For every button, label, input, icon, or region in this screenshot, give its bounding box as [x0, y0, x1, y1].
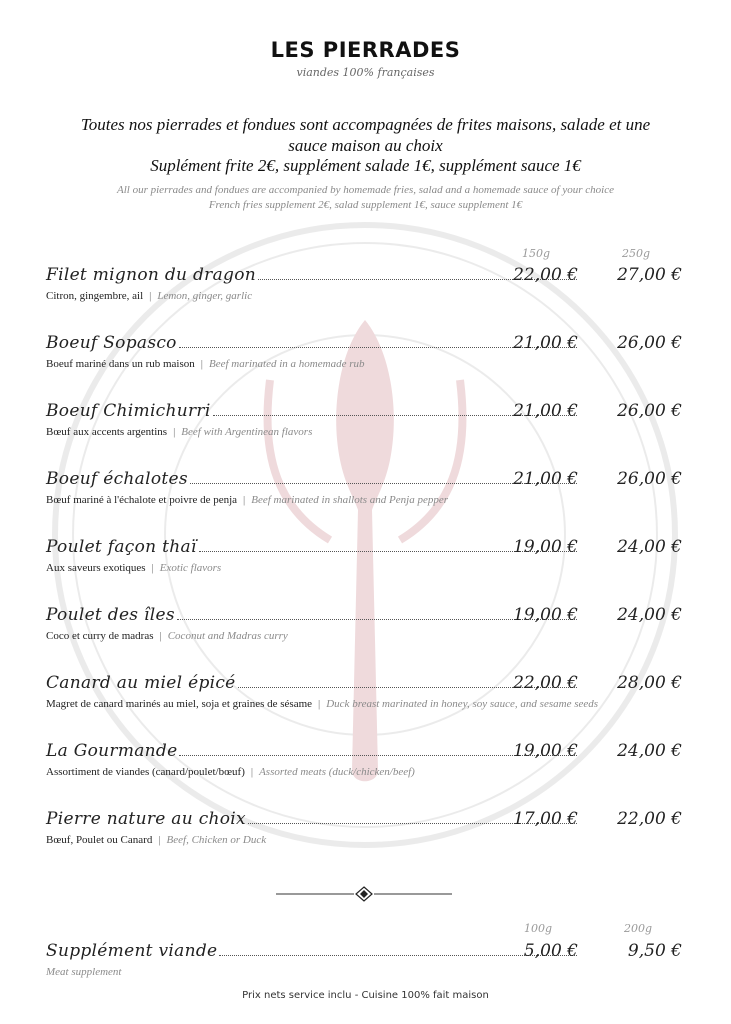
size-header-small: 150g [522, 247, 551, 260]
description-en: Assorted meats (duck/chicken/beef) [259, 766, 415, 778]
dish-name: Poulet façon thaï [46, 537, 197, 557]
price-small: 22,00 € [513, 673, 578, 693]
dish-name: La Gourmande [46, 741, 178, 761]
price-small: 22,00 € [513, 265, 578, 285]
price-large: 24,00 € [617, 537, 682, 557]
price-large: 26,00 € [617, 333, 682, 353]
menu-item [46, 333, 686, 381]
price-small: 17,00 € [513, 809, 578, 829]
description-en: Exotic flavors [159, 562, 222, 574]
description-en: Beef with Argentinean flavors [181, 426, 313, 438]
supplement-price-large: 9,50 € [627, 941, 682, 961]
menu-item [46, 469, 686, 517]
separator: | [149, 290, 152, 302]
separator: | [151, 562, 154, 574]
description-fr: Magret de canard marinés au miel, soja et graines de sésame [46, 698, 313, 710]
diamond-divider [276, 886, 452, 902]
menu-item [46, 401, 686, 449]
price-large: 24,00 € [617, 741, 682, 761]
price-large: 28,00 € [617, 673, 682, 693]
dish-name: Boeuf échalotes [46, 469, 188, 489]
description-en: Meat supplement [46, 966, 122, 978]
intro-en-line2: French fries supplement 2€, salad supplement 1€, sauce supplement 1€ [208, 199, 523, 211]
description-en: Duck breast marinated in honey, soy sauce, and sesame seeds [326, 698, 599, 710]
price-small: 21,00 € [513, 333, 578, 353]
intro-fr-line1: Toutes nos pierrades et fondues sont accompagnées de frites maisons, salade et une [80, 115, 651, 134]
description-fr: Boeuf mariné dans un rub maison [46, 358, 195, 370]
menu-item [46, 605, 686, 653]
dish-description [46, 494, 448, 506]
price-large: 26,00 € [617, 469, 682, 489]
menu-item [46, 673, 686, 721]
description-fr: Aux saveurs exotiques [46, 562, 146, 574]
price-small: 19,00 € [513, 605, 578, 625]
dish-name: Boeuf Sopasco [46, 333, 177, 353]
description-fr: Assortiment de viandes (canard/poulet/bœuf) [46, 766, 245, 778]
supplement-size-small: 100g [524, 922, 553, 935]
description-en: Coconut and Madras curry [167, 630, 288, 642]
dish-description [46, 290, 252, 302]
separator: | [250, 766, 254, 778]
menu-item [46, 809, 686, 857]
price-small: 19,00 € [513, 741, 578, 761]
separator: | [158, 834, 161, 846]
dish-description [46, 698, 598, 710]
dish-description [46, 426, 312, 438]
supplement-price-small: 5,00 € [523, 941, 578, 961]
dish-description [46, 766, 415, 778]
menu-subtitle: viandes 100% françaises [296, 66, 435, 79]
description-fr: Bœuf mariné à l'échalote et poivre de penja [46, 494, 238, 506]
dish-description [46, 630, 288, 642]
dish-name: Canard au miel épicé [46, 673, 236, 693]
price-large: 22,00 € [617, 809, 682, 829]
intro-fr-line2: sauce maison au choix [288, 136, 443, 155]
dish-name: Pierre nature au choix [46, 809, 246, 829]
price-small: 19,00 € [513, 537, 578, 557]
supplement-size-large: 200g [624, 922, 653, 935]
description-en: Beef, Chicken or Duck [166, 834, 267, 846]
dish-description [46, 834, 266, 846]
description-en: Beef marinated in a homemade rub [208, 358, 365, 370]
description-fr: Bœuf, Poulet ou Canard [46, 834, 153, 846]
size-header-large: 250g [622, 247, 651, 260]
supplement-description [46, 966, 121, 978]
description-fr: Coco et curry de madras [46, 630, 154, 642]
menu-item [46, 537, 686, 585]
price-large: 24,00 € [617, 605, 682, 625]
dish-name: Poulet des îles [46, 605, 175, 625]
price-small: 21,00 € [513, 401, 578, 421]
menu-title: LES PIERRADES [270, 38, 461, 62]
separator: | [318, 698, 321, 710]
description-en: Beef marinated in shallots and Penja pepper [251, 494, 448, 506]
supplement-item [46, 941, 686, 989]
menu-item [46, 265, 686, 313]
price-small: 21,00 € [513, 469, 578, 489]
separator: | [173, 426, 176, 438]
supplement-name: Supplément viande [46, 941, 218, 961]
description-en: Lemon, ginger, garlic [157, 290, 253, 302]
dish-name: Filet mignon du dragon [46, 265, 256, 285]
separator: | [159, 630, 162, 642]
separator: | [243, 494, 246, 506]
dish-description [46, 562, 221, 574]
intro-fr-line3: Suplément frite 2€, supplément salade 1€, supplément sauce 1€ [150, 156, 581, 175]
intro-en-line1: All our pierrades and fondues are accompanied by homemade fries, salad and a homemade sauce of your choice [117, 184, 614, 196]
price-large: 26,00 € [617, 401, 682, 421]
description-fr: Citron, gingembre, ail [46, 290, 144, 302]
price-large: 27,00 € [617, 265, 682, 285]
menu-item [46, 741, 686, 789]
separator: | [200, 358, 203, 370]
dish-name: Boeuf Chimichurri [46, 401, 211, 421]
footer-note: Prix nets service inclu - Cuisine 100% fait maison [242, 990, 489, 1001]
dish-description [46, 358, 364, 370]
description-fr: Bœuf aux accents argentins [46, 426, 168, 438]
